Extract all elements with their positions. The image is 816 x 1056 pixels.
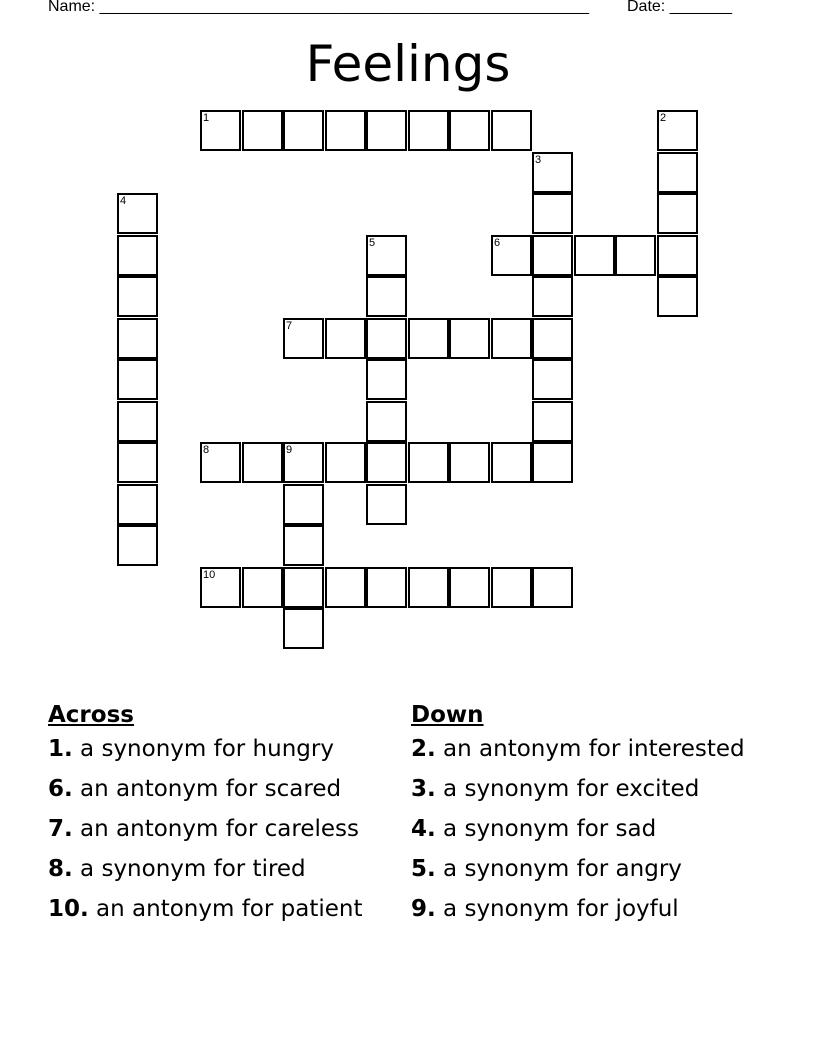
grid-cell[interactable] <box>283 442 324 483</box>
clue-number: 3 <box>535 154 542 166</box>
clue-number: 9. <box>411 896 436 922</box>
grid-cell[interactable] <box>117 193 158 234</box>
clue-number: 4 <box>120 195 127 207</box>
across-clue <box>48 816 398 842</box>
grid-cell[interactable] <box>283 525 324 566</box>
grid-cell[interactable] <box>532 276 573 317</box>
clue-number: 7 <box>286 320 293 332</box>
grid-cell[interactable] <box>408 442 449 483</box>
grid-cell[interactable] <box>491 318 532 359</box>
grid-cell[interactable] <box>283 318 324 359</box>
grid-cell[interactable] <box>325 567 366 608</box>
clue-number: 1. <box>48 736 73 762</box>
across-clue <box>48 856 398 882</box>
grid-cell[interactable] <box>574 235 615 276</box>
clue-number: 2. <box>411 736 436 762</box>
clue-number: 6. <box>48 776 73 802</box>
grid-cell[interactable] <box>657 276 698 317</box>
grid-cell[interactable] <box>491 442 532 483</box>
down-clues <box>411 700 761 936</box>
grid-cell[interactable] <box>117 484 158 525</box>
grid-cell[interactable] <box>532 567 573 608</box>
grid-cell[interactable] <box>200 110 241 151</box>
clue-number: 10. <box>48 896 89 922</box>
clue-number: 9 <box>286 444 293 456</box>
grid-cell[interactable] <box>657 235 698 276</box>
clue-number: 5. <box>411 856 436 882</box>
grid-cell[interactable] <box>117 235 158 276</box>
clue-number: 2 <box>660 112 667 124</box>
grid-cell[interactable] <box>366 318 407 359</box>
grid-cell[interactable] <box>117 401 158 442</box>
grid-cell[interactable] <box>242 567 283 608</box>
clue-text: an antonym for careless <box>72 816 359 842</box>
grid-cell[interactable] <box>242 442 283 483</box>
grid-cell[interactable] <box>283 484 324 525</box>
grid-cell[interactable] <box>366 110 407 151</box>
clue-text: a synonym for hungry <box>72 736 334 762</box>
grid-cell[interactable] <box>117 442 158 483</box>
clue-number: 4. <box>411 816 436 842</box>
grid-cell[interactable] <box>449 110 490 151</box>
grid-cell[interactable] <box>532 235 573 276</box>
across-clue <box>48 736 398 762</box>
page-title: Feelings <box>305 35 511 93</box>
grid-cell[interactable] <box>449 567 490 608</box>
across-clue-list <box>48 736 398 922</box>
clue-number: 6 <box>494 237 501 249</box>
grid-cell[interactable] <box>283 608 324 649</box>
grid-cell[interactable] <box>366 567 407 608</box>
clue-text: a synonym for excited <box>435 776 700 802</box>
across-clue <box>48 776 398 802</box>
grid-cell[interactable] <box>491 235 532 276</box>
grid-cell[interactable] <box>325 110 366 151</box>
grid-cell[interactable] <box>657 152 698 193</box>
grid-cell[interactable] <box>532 442 573 483</box>
grid-cell[interactable] <box>366 484 407 525</box>
grid-cell[interactable] <box>449 318 490 359</box>
grid-cell[interactable] <box>117 359 158 400</box>
clue-number: 10 <box>203 569 216 581</box>
clue-text: a synonym for tired <box>72 856 306 882</box>
grid-cell[interactable] <box>657 110 698 151</box>
grid-cell[interactable] <box>532 359 573 400</box>
clue-number: 1 <box>203 112 210 124</box>
across-heading: Across <box>48 702 134 728</box>
grid-cell[interactable] <box>532 318 573 359</box>
grid-cell[interactable] <box>491 567 532 608</box>
clue-number: 8 <box>203 444 210 456</box>
grid-cell[interactable] <box>325 442 366 483</box>
grid-cell[interactable] <box>117 318 158 359</box>
grid-cell[interactable] <box>325 318 366 359</box>
name-field[interactable]: Name: _______________________________________________________ <box>48 0 589 15</box>
clue-text: an antonym for scared <box>72 776 342 802</box>
grid-cell[interactable] <box>532 152 573 193</box>
down-clue <box>411 896 761 922</box>
grid-cell[interactable] <box>117 525 158 566</box>
grid-cell[interactable] <box>449 442 490 483</box>
grid-cell[interactable] <box>242 110 283 151</box>
grid-cell[interactable] <box>408 110 449 151</box>
grid-cell[interactable] <box>408 318 449 359</box>
grid-cell[interactable] <box>532 193 573 234</box>
grid-cell[interactable] <box>366 235 407 276</box>
date-field[interactable]: Date: _______ <box>627 0 732 15</box>
grid-cell[interactable] <box>491 110 532 151</box>
grid-cell[interactable] <box>200 442 241 483</box>
across-clues <box>48 700 398 936</box>
grid-cell[interactable] <box>117 276 158 317</box>
clue-text: a synonym for sad <box>435 816 657 842</box>
down-heading: Down <box>411 702 484 728</box>
down-clue <box>411 816 761 842</box>
grid-cell[interactable] <box>657 193 698 234</box>
clue-number: 3. <box>411 776 436 802</box>
grid-cell[interactable] <box>615 235 656 276</box>
clue-text: a synonym for joyful <box>435 896 679 922</box>
clue-text: a synonym for angry <box>435 856 682 882</box>
grid-cell[interactable] <box>366 359 407 400</box>
clue-number: 7. <box>48 816 73 842</box>
clue-text: an antonym for interested <box>435 736 745 762</box>
grid-cell[interactable] <box>532 401 573 442</box>
grid-cell[interactable] <box>366 276 407 317</box>
down-clue <box>411 856 761 882</box>
clue-number: 8. <box>48 856 73 882</box>
clue-text: an antonym for patient <box>88 896 363 922</box>
grid-cell[interactable] <box>283 110 324 151</box>
grid-cell[interactable] <box>366 442 407 483</box>
grid-cell[interactable] <box>408 567 449 608</box>
grid-cell[interactable] <box>283 567 324 608</box>
down-clue <box>411 736 761 762</box>
down-clue-list <box>411 736 761 922</box>
across-clue <box>48 896 398 922</box>
grid-cell[interactable] <box>200 567 241 608</box>
down-clue <box>411 776 761 802</box>
clue-number: 5 <box>369 237 376 249</box>
grid-cell[interactable] <box>366 401 407 442</box>
